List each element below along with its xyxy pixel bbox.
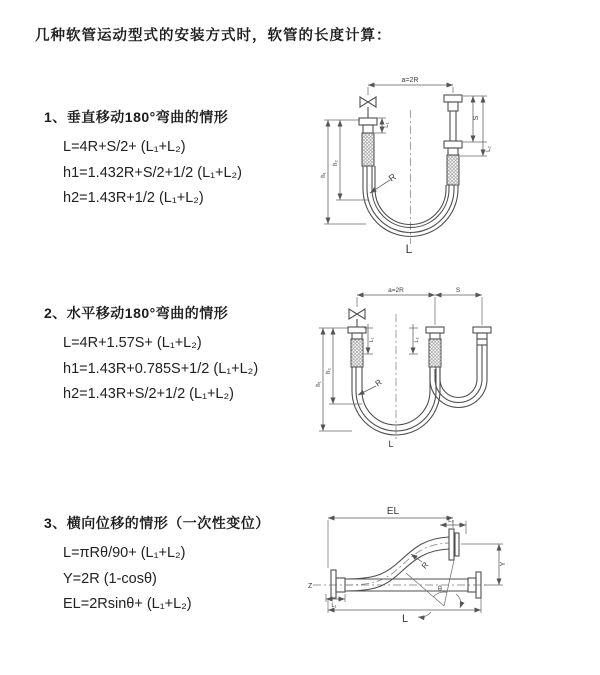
dim-label-l: L	[405, 242, 413, 256]
dim-label-l1: L₁	[369, 337, 375, 343]
diagram-lateral-displacement	[298, 494, 598, 662]
dim-label-r: R	[373, 377, 384, 389]
dimension-s	[460, 96, 492, 156]
formula-L: L=4R+1.57S+ (L₁+L₂)	[63, 335, 202, 351]
section-1-heading: 1、垂直移动180°弯曲的情形	[44, 109, 229, 125]
dim-label-h2: h₂	[333, 160, 339, 166]
dim-label-el: EL	[386, 506, 400, 517]
middle-pipe-fitting	[426, 327, 444, 367]
dim-label-r: R	[419, 560, 431, 571]
dim-label-r: R	[386, 171, 398, 184]
angle-theta-construction	[406, 560, 461, 617]
s-curve-hose	[345, 537, 449, 591]
formula-L: L=πRθ/90+ (L₁+L₂)	[63, 545, 186, 561]
valve-icon	[360, 97, 376, 118]
dim-label-l1: L₁	[384, 122, 390, 128]
section-2-heading: 2、水平移动180°弯曲的情形	[44, 305, 229, 321]
left-pipe-fitting	[348, 327, 366, 367]
braided-hose-section	[447, 155, 459, 185]
section-horizontal-movement	[44, 303, 258, 408]
section-lateral-displacement	[44, 513, 270, 618]
section-3-heading: 3、横向位移的情形（一次性变位）	[44, 515, 270, 531]
dim-label-l: L	[388, 439, 394, 449]
upper-flange	[449, 529, 459, 560]
dimension-el	[328, 506, 453, 571]
left-flange	[331, 570, 345, 598]
dim-label-l2: L₂	[414, 337, 420, 343]
centerline-symbol: Z	[308, 583, 313, 590]
dim-label-s: S	[473, 115, 480, 121]
formula-L: L=4R+S/2+ (L₁+L₂)	[63, 139, 186, 155]
right-pipe-fitting	[444, 95, 462, 185]
dim-label-h1: h₁	[321, 172, 327, 178]
braided-hose-section	[351, 339, 363, 367]
dim-label-h2: h₂	[326, 368, 332, 374]
radius-callout	[370, 171, 398, 193]
dim-label-l: L	[401, 613, 409, 625]
dim-label-s: S	[455, 287, 461, 294]
dimension-l	[328, 598, 481, 625]
braided-hose-section	[362, 133, 374, 166]
right-pipe-fitting	[473, 327, 491, 345]
valve-icon	[349, 309, 365, 327]
dim-label-theta: θ	[438, 586, 442, 593]
dimension-l2	[409, 324, 420, 354]
dim-label-h1: h₁	[316, 381, 322, 387]
dim-label-a2r: a=2R	[401, 77, 419, 84]
dimension-a2r-s	[357, 287, 482, 325]
left-pipe-fitting	[359, 118, 377, 166]
dimension-a2r	[368, 77, 453, 95]
formula-h2: h2=1.43R+1/2 (L₁+L₂)	[63, 190, 204, 206]
formula-EL: EL=2Rsinθ+ (L₁+L₂)	[63, 596, 192, 612]
page-title: 几种软管运动型式的安装方式时，软管的长度计算：	[35, 28, 392, 44]
dimension-h1-h2	[321, 120, 368, 224]
section-vertical-movement	[44, 107, 242, 212]
braided-hose-section	[429, 339, 441, 367]
dim-label-l2: L₂	[486, 146, 492, 152]
formula-h1: h1=1.43R+0.785S+1/2 (L₁+L₂)	[63, 360, 259, 377]
dim-label-a2r: a=2R	[388, 287, 404, 294]
diagram-horizontal-180-bend	[306, 284, 596, 456]
dim-label-l2: L₂	[448, 518, 454, 524]
formula-h2: h2=1.43R+S/2+1/2 (L₁+L₂)	[63, 386, 234, 402]
diagram-vertical-180-bend	[306, 72, 596, 257]
formula-h1: h1=1.432R+S/2+1/2 (L₁+L₂)	[63, 164, 243, 181]
dim-label-y: Y	[500, 561, 507, 567]
dim-label-l1: L₁	[331, 603, 337, 609]
formula-Y: Y=2R (1-cosθ)	[63, 570, 157, 587]
